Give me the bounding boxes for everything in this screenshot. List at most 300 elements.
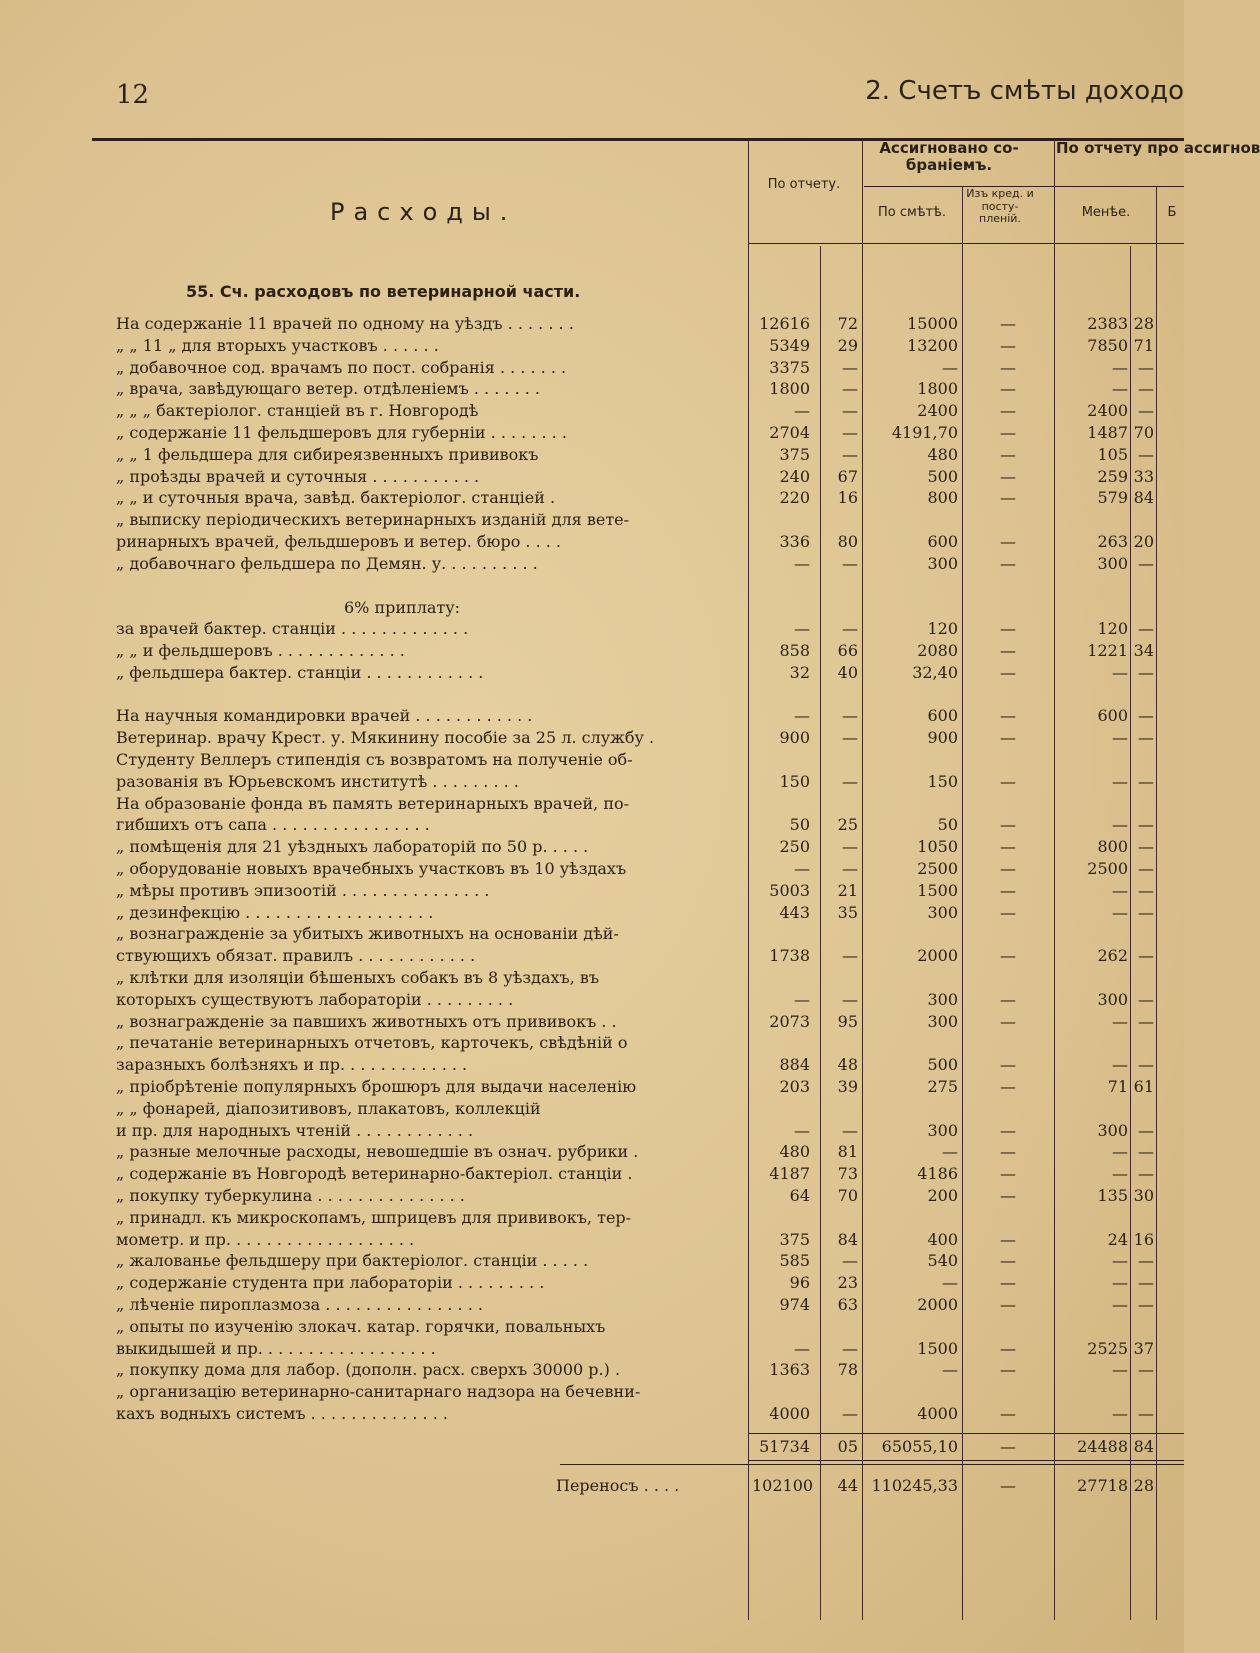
cell-repk: —	[842, 553, 858, 573]
row-label: „ „ 1 фельдшера для сибиреязвенныхъ прививокъ	[116, 444, 539, 464]
row-label: „ „ „ бактеріолог. станціей въ г. Новгородѣ	[116, 401, 479, 421]
cell-less: 300	[1097, 553, 1128, 573]
cell-rep: 4000	[769, 1404, 810, 1423]
cell-rep: 480	[779, 1142, 810, 1162]
cell-lessk: 70	[1133, 423, 1154, 442]
cell-lessk: 16	[1133, 1229, 1154, 1249]
cell-repk: 84	[837, 1229, 858, 1249]
table-row	[0, 641, 1184, 661]
table-row	[0, 685, 1184, 705]
cell-repk: 81	[837, 1142, 858, 1162]
cell-lessk: 71	[1133, 335, 1154, 355]
section-heading: Расходы.	[330, 198, 517, 226]
row-label: „ „ и суточныя врача, завѣд. бактеріолог. станціей .	[116, 488, 556, 508]
cell-lessk: —	[1138, 444, 1154, 464]
cell-lessk: —	[1138, 1273, 1154, 1293]
row-label: „ дезинфекцію . . . . . . . . . . . . . . . . . . .	[116, 902, 434, 922]
cell-cred: —	[1000, 1360, 1016, 1380]
cell-repk: 78	[837, 1360, 858, 1380]
cell-repk: 95	[837, 1011, 858, 1031]
cell-lessk: —	[1138, 1404, 1154, 1423]
row-label: ринарныхъ врачей, фельдшеровъ и ветер. бюро . . . .	[116, 532, 562, 551]
row-label: Ветеринар. врачу Крест. у. Мякинину пособіе за 25 л. службу .	[116, 728, 655, 748]
row-label: ствующихъ обязат. правилъ . . . . . . . . . . . .	[116, 946, 476, 966]
table-row	[0, 1208, 1184, 1228]
table-row	[0, 401, 1184, 421]
cell-less: 579	[1097, 488, 1128, 508]
cell-rep: 51734	[759, 1437, 810, 1456]
cell-less: —	[1112, 815, 1128, 835]
cell-repk: —	[842, 771, 858, 791]
cell-less: 1487	[1087, 423, 1128, 442]
cell-cred: —	[1000, 815, 1016, 835]
header-mid-rule	[864, 186, 1184, 187]
cell-rep: —	[794, 706, 810, 726]
row-label: „ выписку періодическихъ ветеринарныхъ изданій для вете-	[116, 510, 630, 530]
cell-rep: 5003	[769, 880, 810, 900]
cell-repk: 63	[837, 1295, 858, 1314]
cell-est: 2000	[917, 946, 958, 966]
row-label: „ содержаніе студента при лабораторіи . . . . . . . . .	[116, 1273, 545, 1293]
table-row	[0, 510, 1184, 530]
row-label: „ пріобрѣтеніе популярныхъ брошюръ для выдачи населенію	[116, 1077, 637, 1096]
cell-repk: —	[842, 619, 858, 639]
row-label: „ фельдшера бактер. станціи . . . . . . . . . . . .	[116, 662, 484, 682]
cell-lessk: —	[1138, 706, 1154, 726]
row-label: „ покупку туберкулина . . . . . . . . . . . . . . .	[116, 1186, 465, 1205]
cell-lessk: —	[1138, 728, 1154, 748]
table-row	[0, 445, 1184, 465]
cell-lessk: —	[1138, 553, 1154, 573]
cell-rep: 2704	[769, 423, 810, 442]
cell-est: 1500	[917, 1338, 958, 1358]
total-bottom-rule	[748, 1460, 1184, 1461]
cell-cred: —	[1000, 1295, 1016, 1314]
carry-rule	[560, 1464, 1184, 1465]
cell-less: 24488	[1077, 1437, 1128, 1456]
cell-rep: 3375	[769, 357, 810, 377]
cell-rep: 375	[779, 444, 810, 464]
cell-est: 65055,10	[881, 1437, 958, 1456]
cell-cred: —	[1000, 662, 1016, 682]
cell-repk: —	[842, 1120, 858, 1140]
table-row	[0, 837, 1184, 857]
cell-rep: 974	[779, 1295, 810, 1314]
cell-less: —	[1112, 1251, 1128, 1271]
cell-cred: —	[1000, 314, 1016, 333]
cell-repk: —	[842, 444, 858, 464]
cell-less: —	[1112, 1055, 1128, 1075]
row-label: „ „ и фельдшеровъ . . . . . . . . . . . . .	[116, 641, 405, 660]
cell-rep: —	[794, 859, 810, 878]
table-row	[0, 423, 1184, 443]
cell-repk: —	[842, 357, 858, 377]
cell-rep: —	[794, 619, 810, 639]
header-less: Менѣе.	[1081, 205, 1131, 220]
cell-est: 300	[927, 902, 958, 922]
cell-est: 400	[927, 1229, 958, 1249]
cell-est: 300	[927, 1120, 958, 1140]
cell-est: 15000	[907, 314, 958, 333]
cell-est: 1050	[917, 837, 958, 857]
row-label: „ вознагражденіе за убитыхъ животныхъ на основаніи дѣй-	[116, 924, 619, 944]
table-row	[0, 1295, 1184, 1315]
cell-rep: 32	[789, 662, 810, 682]
row-label: гибшихъ отъ сапа . . . . . . . . . . . . . . . .	[116, 815, 430, 835]
cell-lessk: —	[1138, 880, 1154, 900]
table-row	[0, 1317, 1184, 1337]
cell-est: 4000	[917, 1404, 958, 1423]
cell-repk: 66	[837, 641, 858, 660]
cell-rep: 375	[779, 1229, 810, 1249]
row-label: На научныя командировки врачей . . . . . . . . . . . .	[116, 706, 533, 726]
row-label: „ добавочное сод. врачамъ по пост. собранія . . . . . . .	[116, 357, 567, 377]
cell-cred: —	[1000, 1404, 1016, 1423]
header-credit: Изъ кред. и посту-пленій.	[966, 187, 1034, 226]
cell-lessk: —	[1138, 815, 1154, 835]
cell-less: 7850	[1087, 335, 1128, 355]
cell-lessk: —	[1138, 1251, 1154, 1271]
cell-rep: 96	[789, 1273, 810, 1293]
cell-rep: 4187	[769, 1164, 810, 1184]
cell-cred: —	[1000, 728, 1016, 748]
cell-lessk: —	[1138, 1295, 1154, 1314]
row-label: „ лѣченіе пироплазмоза . . . . . . . . . . . . . . . .	[116, 1295, 483, 1314]
row-label: „ организацію ветеринарно-санитарнаго надзора на бечевни-	[116, 1382, 641, 1402]
cell-cred: —	[1000, 1120, 1016, 1140]
cell-lessk: 20	[1133, 532, 1154, 551]
cell-repk: 70	[837, 1186, 858, 1205]
cell-less: 71	[1107, 1077, 1128, 1096]
cell-est: 2080	[917, 641, 958, 660]
cell-lessk: —	[1138, 619, 1154, 639]
cell-lessk: —	[1138, 1011, 1154, 1031]
cell-lessk: —	[1138, 1055, 1154, 1075]
table-row	[0, 794, 1184, 814]
cell-rep: 443	[779, 902, 810, 922]
table-row	[0, 706, 1184, 726]
table-row	[0, 467, 1184, 487]
row-label: На образованіе фонда въ память ветеринарныхъ врачей, по-	[116, 793, 630, 813]
cell-est: —	[942, 1273, 958, 1293]
table-row	[0, 990, 1184, 1010]
cell-rep: 50	[789, 815, 810, 835]
cell-est: 120	[927, 619, 958, 639]
cell-repk: 23	[837, 1273, 858, 1293]
table-row	[0, 881, 1184, 901]
table-row	[0, 728, 1184, 748]
cell-repk: —	[842, 706, 858, 726]
cell-cred: —	[1000, 1055, 1016, 1075]
cell-repk: —	[842, 1338, 858, 1358]
row-label: „ оборудованіе новыхъ врачебныхъ участковъ въ 10 уѣздахъ	[116, 859, 627, 878]
cell-cred: —	[1000, 1142, 1016, 1162]
cell-less: 600	[1097, 706, 1128, 726]
row-label: „ помѣщенія для 21 уѣздныхъ лабораторій по 50 р. . . . .	[116, 837, 589, 857]
table-row	[0, 379, 1184, 399]
cell-cred: —	[1000, 859, 1016, 878]
cell-less: —	[1112, 1164, 1128, 1184]
cell-lessk: 28	[1133, 314, 1154, 333]
cell-cred: —	[1000, 902, 1016, 922]
cell-cred: —	[1000, 423, 1016, 442]
cell-rep: —	[794, 1120, 810, 1140]
table-row	[0, 1012, 1184, 1032]
cell-cred: —	[1000, 1229, 1016, 1249]
row-label: и пр. для народныхъ чтеній . . . . . . . . . . . .	[116, 1120, 474, 1140]
cell-less: —	[1112, 1011, 1128, 1031]
row-label: „ клѣтки для изоляціи бѣшеныхъ собакъ въ 8 уѣздахъ, въ	[116, 968, 600, 987]
cell-lessk: 61	[1133, 1077, 1154, 1096]
cell-less: 27718	[1077, 1476, 1128, 1495]
table-row	[0, 1273, 1184, 1293]
cell-lessk: —	[1138, 1120, 1154, 1140]
cell-est: 4191,70	[891, 423, 958, 442]
cell-repk: 29	[837, 335, 858, 355]
cell-est: 900	[927, 728, 958, 748]
cell-less: —	[1112, 1360, 1128, 1380]
cell-less: 120	[1097, 619, 1128, 639]
row-label: „ добавочнаго фельдшера по Демян. у. . . . . . . . . .	[116, 553, 538, 573]
table-row	[0, 1033, 1184, 1053]
cell-less: 24	[1107, 1229, 1128, 1249]
row-label: „ печатаніе ветеринарныхъ отчетовъ, карточекъ, свѣдѣній о	[116, 1033, 628, 1053]
cell-cred: —	[1000, 357, 1016, 377]
cell-repk: —	[842, 989, 858, 1009]
table-row	[0, 815, 1184, 835]
cell-less: —	[1112, 1295, 1128, 1314]
cell-lessk: —	[1138, 1164, 1154, 1184]
table-row	[0, 1382, 1184, 1402]
cell-cred: —	[1000, 1437, 1016, 1456]
cell-less: 2400	[1087, 401, 1128, 421]
cell-lessk: —	[1138, 989, 1154, 1009]
cell-est: 275	[927, 1077, 958, 1096]
cell-est: 600	[927, 706, 958, 726]
subheading: 6% приплату:	[344, 598, 461, 617]
table-row	[0, 1077, 1184, 1097]
cell-less: —	[1112, 357, 1128, 377]
cell-cred: —	[1000, 1273, 1016, 1293]
cell-less: —	[1112, 902, 1128, 922]
cell-est: 2500	[917, 859, 958, 878]
cell-lessk: 84	[1133, 488, 1154, 508]
row-label: Переносъ . . . .	[556, 1476, 680, 1495]
cell-est: 600	[927, 532, 958, 551]
header-report-group: По отчету про ассигнов	[1056, 139, 1260, 157]
table-row	[0, 1142, 1184, 1162]
cell-lessk: —	[1138, 771, 1154, 791]
cell-repk: —	[842, 401, 858, 421]
cell-repk: —	[842, 946, 858, 966]
table-row	[0, 488, 1184, 508]
cell-est: 480	[927, 444, 958, 464]
cell-repk: 72	[837, 314, 858, 333]
cell-lessk: —	[1138, 1360, 1154, 1380]
cell-lessk: 33	[1133, 466, 1154, 486]
cell-cred: —	[1000, 837, 1016, 857]
table-row	[0, 859, 1184, 879]
table-row	[0, 336, 1184, 356]
cell-cred: —	[1000, 553, 1016, 573]
table-row	[0, 597, 1184, 617]
table-row	[0, 968, 1184, 988]
cell-cred: —	[1000, 532, 1016, 551]
cell-cred: —	[1000, 466, 1016, 486]
cell-less: 300	[1097, 989, 1128, 1009]
row-label: мометр. и пр. . . . . . . . . . . . . . . . . . .	[116, 1229, 415, 1249]
cell-cred: —	[1000, 1077, 1016, 1096]
cell-less: 263	[1097, 532, 1128, 551]
cell-lessk: —	[1138, 902, 1154, 922]
table-row	[0, 1164, 1184, 1184]
cell-less: —	[1112, 1404, 1128, 1423]
page-number: 12	[116, 80, 150, 110]
header-estimate: По смѣтѣ.	[878, 205, 946, 220]
table-row	[0, 1055, 1184, 1075]
cell-est: 150	[927, 771, 958, 791]
table-row	[0, 946, 1184, 966]
cell-rep: 1738	[769, 946, 810, 966]
row-label: заразныхъ болѣзняхъ и пр. . . . . . . . . . . . .	[116, 1055, 468, 1075]
cell-repk: 67	[837, 466, 858, 486]
cell-est: 300	[927, 553, 958, 573]
cell-rep: 250	[779, 837, 810, 857]
table-row	[0, 314, 1184, 334]
cell-lessk: —	[1138, 662, 1154, 682]
row-label: „ врача, завѣдующаго ветер. отдѣленіемъ . . . . . . .	[116, 379, 540, 399]
cell-less: 2500	[1087, 859, 1128, 878]
row-label: кахъ водныхъ системъ . . . . . . . . . . . . . .	[116, 1404, 448, 1423]
cell-rep: 858	[779, 641, 810, 660]
cell-repk: 21	[837, 880, 858, 900]
table-row	[0, 554, 1184, 574]
cell-rep: 102100	[752, 1476, 814, 1495]
cell-less: —	[1112, 880, 1128, 900]
cell-repk: 16	[837, 488, 858, 508]
cell-cred: —	[1000, 706, 1016, 726]
cell-cred: —	[1000, 880, 1016, 900]
table-row	[0, 1360, 1184, 1380]
row-label: „ опыты по изученію злокач. катар. горячки, повальныхъ	[116, 1316, 606, 1336]
cell-cred: —	[1000, 989, 1016, 1009]
cell-est: 200	[927, 1186, 958, 1205]
cell-less: 2383	[1087, 314, 1128, 333]
cell-est: 110245,33	[871, 1476, 958, 1495]
cell-rep: 884	[779, 1055, 810, 1075]
cell-lessk: —	[1138, 837, 1154, 857]
table-row	[0, 532, 1184, 552]
cell-repk: 05	[837, 1437, 858, 1456]
cell-rep: 5349	[769, 335, 810, 355]
cell-repk: —	[842, 379, 858, 399]
cell-lessk: 28	[1133, 1476, 1154, 1495]
cell-less: 800	[1097, 837, 1128, 857]
cell-cred: —	[1000, 771, 1016, 791]
cell-lessk: 34	[1133, 641, 1154, 660]
total-top-rule	[748, 1433, 1184, 1434]
cell-est: 4186	[917, 1164, 958, 1184]
table-row	[0, 1437, 1184, 1457]
row-label: На содержаніе 11 врачей по одному на уѣздъ . . . . . . .	[116, 314, 574, 333]
cell-lessk: 30	[1133, 1186, 1154, 1205]
row-label: „ покупку дома для лабор. (дополн. расх. сверхъ 30000 р.) .	[116, 1360, 621, 1380]
cell-repk: 44	[837, 1476, 858, 1495]
cell-rep: 64	[789, 1186, 810, 1205]
cell-est: 1800	[917, 379, 958, 399]
cell-est: 2400	[917, 401, 958, 421]
row-label: которыхъ существуютъ лабораторіи . . . . . . . . .	[116, 989, 514, 1009]
table-row	[0, 576, 1184, 596]
table-row	[0, 903, 1184, 923]
cell-est: 540	[927, 1251, 958, 1271]
cell-cred: —	[1000, 1164, 1016, 1184]
row-label: „ принадл. къ микроскопамъ, шприцевъ для прививокъ, тер-	[116, 1207, 632, 1227]
cell-repk: —	[842, 1251, 858, 1271]
row-label: „ „ 11 „ для вторыхъ участковъ . . . . . .	[116, 335, 439, 355]
cell-less: 262	[1097, 946, 1128, 966]
table-row	[0, 358, 1184, 378]
section-title: 55. Сч. расходовъ по ветеринарной части.	[186, 282, 581, 301]
row-label: „ содержаніе 11 фельдшеровъ для губерніи . . . . . . . .	[116, 423, 567, 442]
row-label: выкидышей и пр. . . . . . . . . . . . . . . . . .	[116, 1338, 436, 1358]
cell-less: 259	[1097, 466, 1128, 486]
cell-cred: —	[1000, 335, 1016, 355]
cell-repk: —	[842, 859, 858, 878]
table-row	[0, 1099, 1184, 1119]
row-label: „ разные мелочные расходы, невошедшіе въ означ. рубрики .	[116, 1142, 639, 1162]
cell-rep: —	[794, 989, 810, 1009]
cell-cred: —	[1000, 619, 1016, 639]
cell-est: 1500	[917, 880, 958, 900]
cell-repk: —	[842, 837, 858, 857]
cell-rep: 150	[779, 771, 810, 791]
cell-repk: —	[842, 728, 858, 748]
cell-rep: 220	[779, 488, 810, 508]
table-row	[0, 750, 1184, 770]
cell-lessk: —	[1138, 946, 1154, 966]
cell-lessk: —	[1138, 379, 1154, 399]
table-row	[0, 1230, 1184, 1250]
cell-rep: —	[794, 401, 810, 421]
cell-less: —	[1112, 1273, 1128, 1293]
page-title: 2. Счетъ смѣты доходо	[865, 76, 1184, 106]
row-label: за врачей бактер. станціи . . . . . . . . . . . . .	[116, 619, 469, 639]
cell-est: 2000	[917, 1295, 958, 1314]
row-label: разованія въ Юрьевскомъ институтѣ . . . . . . . . .	[116, 771, 519, 791]
cell-est: 32,40	[912, 662, 958, 682]
cell-repk: —	[842, 1404, 858, 1423]
cell-less: —	[1112, 728, 1128, 748]
header-bottom-rule	[748, 243, 1184, 244]
cell-est: 800	[927, 488, 958, 508]
cell-repk: 25	[837, 815, 858, 835]
table-row	[0, 1339, 1184, 1359]
cell-repk: 73	[837, 1164, 858, 1184]
header-report: По отчету.	[767, 177, 841, 192]
cell-cred: —	[1000, 1186, 1016, 1205]
cell-cred: —	[1000, 444, 1016, 464]
cell-rep: 585	[779, 1251, 810, 1271]
cell-lessk: —	[1138, 1142, 1154, 1162]
table-row	[0, 924, 1184, 944]
row-label: „ „ фонарей, діапозитивовъ, плакатовъ, коллекцій	[116, 1098, 541, 1118]
row-label: „ содержаніе въ Новгородѣ ветеринарно-бактеріол. станціи .	[116, 1164, 633, 1184]
header-more: Б	[1167, 205, 1177, 220]
table-row	[0, 619, 1184, 639]
cell-rep: 1363	[769, 1360, 810, 1380]
cell-repk: 35	[837, 902, 858, 922]
